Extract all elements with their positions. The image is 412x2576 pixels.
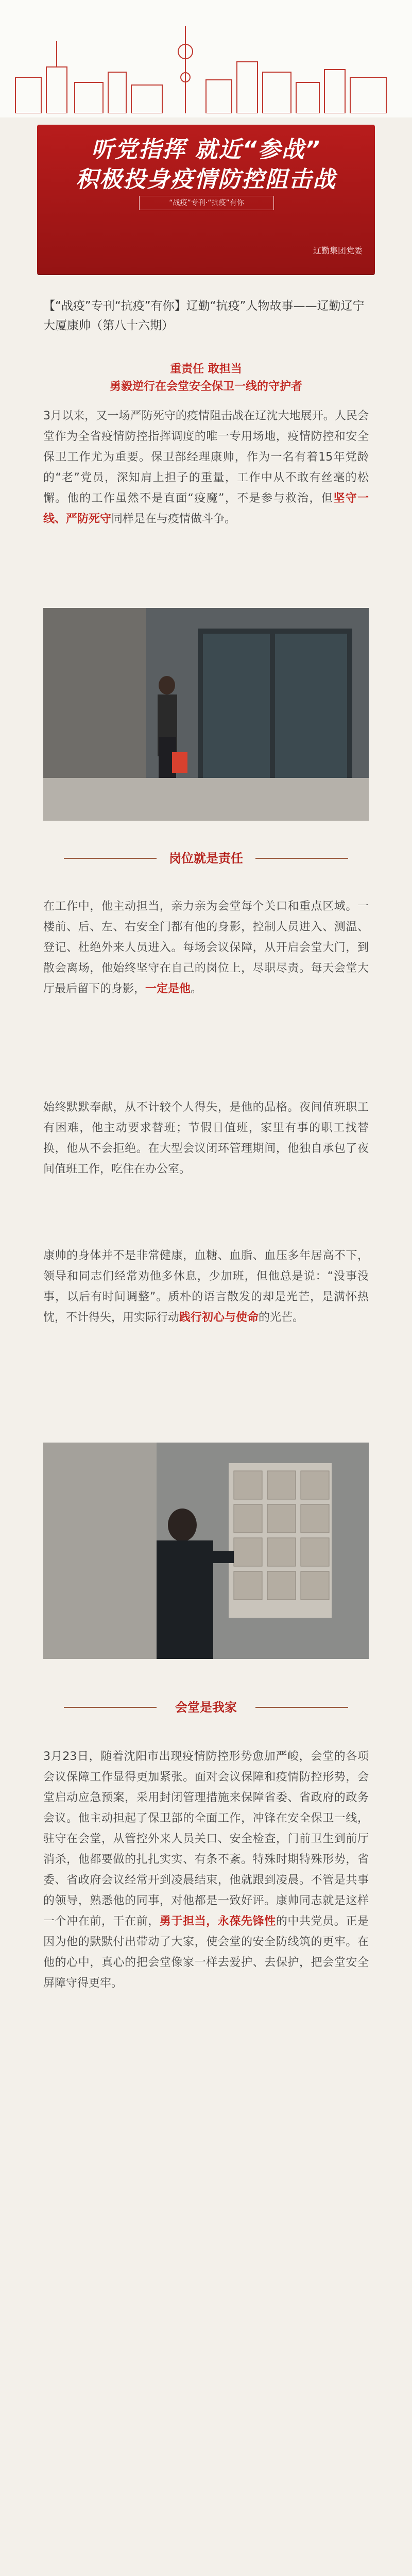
banner-title-line-1: 听党指挥 就近“参战” <box>91 137 321 163</box>
section-title-duty: 岗位就是责任 <box>169 851 243 866</box>
banner-tag: “战疫”专刊·“抗疫”有你 <box>139 196 274 210</box>
paragraph-4-text: 康帅的身体并不是非常健康，血糖、血脂、血压多年居高不下，领导和同志们经常劝他多休息，少加班，但他总是说：“没事没事，以后有时间调整”。质朴的语言散发的却是光芒，是满怀热忱，不计得失，用实际行动 <box>43 1249 369 1324</box>
paragraph-1-highlight: 坚守一线、严防死守 <box>43 492 369 526</box>
banner-org: 辽勤集团党委 <box>313 246 363 256</box>
photo-guard-at-lockers <box>43 1443 369 1659</box>
article-title: 【“战疫”专刊“抗疫”有你】辽勤“抗疫”人物故事——辽勤辽宁大厦康帅（第八十六期） <box>43 299 365 332</box>
paragraph-4-end: 的光芒。 <box>259 1311 304 1324</box>
section-header-home <box>43 1695 369 1720</box>
paragraph-5 <box>43 1747 369 1994</box>
section-header-duty <box>43 846 369 871</box>
header-banner <box>0 0 412 117</box>
paragraph-1-text: 3月以来，又一场严防死守的疫情阻击战在辽沈大地展开。人民会堂作为全省疫情防控指挥调度的唯一专用场地，疫情防控和安全保卫工作尤为重要。保卫部经理康帅，作为一名有着15年党龄的“老”党员，深知肩上担子的重量，工作中从不敢有丝毫的松懈。他的工作虽然不是直面“疫魔”，不是参与救治，但 <box>43 410 369 505</box>
paragraph-5-text: 3月23日，随着沈阳市出现疫情防控形势愈加严峻，会堂的各项会议保障工作显得更加紧张。面对会议保障和疫情防控形势，会堂启动应急预案，采用封闭管理措施来保障省委、省政府的政务会议。他主动担起了保卫部的全面工作，冲锋在安全保卫一线，驻守在会堂，从管控外来人员关口、安全检查，门前卫生到前厅消杀，他都要做的扎扎实实、有条不紊。特殊时期特殊形势，省委、省政府会议经常开到凌晨结束，他就跟到凌晨。不管是共事的领导，熟悉他的同事，对他都是一致好评。康帅同志就是这样一个冲在前，干在前， <box>43 1750 369 1928</box>
city-skyline-graphic <box>0 21 412 113</box>
paragraph-2 <box>43 896 369 999</box>
paragraph-2-highlight: 一定是他 <box>145 982 191 995</box>
paragraph-5-highlight: 勇于担当，永葆先锋性 <box>159 1915 276 1928</box>
paragraph-2-text: 在工作中，他主动担当，亲力亲为会堂每个关口和重点区域。一楼前、后、左、右安全门都有他的身影，控制人员进入、测温、登记、杜绝外来人员进入。每场会议保障，从开启会堂大门，到散会离场，他始终坚守在自己的岗位上，尽职尽责。每天会堂大厅最后留下的身影， <box>43 900 369 995</box>
photo-guard-at-door <box>43 608 369 821</box>
article-lead-heading <box>0 361 412 396</box>
paragraph-5-end: 的中共党员。正是因为他的默默付出带动了大家，使会堂的安全防线筑的更牢。在他的心中，真心的把会堂像家一样去爱护、去保护，把会堂安全屏障守得更牢。 <box>43 1915 369 1990</box>
paragraph-1-end: 同样是在与疫情做斗争。 <box>111 513 236 526</box>
paragraph-3: 始终默默奉献，从不计较个人得失，是他的品格。夜间值班职工有困难，他主动要求替班；节假日值班，家里有事的职工找替换，他从不会拒绝。在大型会议闭环管理期间，他独自承包了夜间值班工作，吃住在办公室。 <box>43 1101 369 1176</box>
paragraph-1 <box>43 406 369 530</box>
paragraph-4 <box>43 1246 369 1328</box>
section-title-home: 会堂是我家 <box>175 1700 237 1715</box>
lead-line-1: 重责任 敢担当 <box>170 363 242 376</box>
banner-title-line-2: 积极投身疫情防控阻击战 <box>76 166 336 193</box>
paragraph-4-highlight: 践行初心与使命 <box>179 1311 259 1324</box>
lead-line-2: 勇毅逆行在会堂安全保卫一线的守护者 <box>109 380 302 393</box>
banner-title <box>46 135 366 195</box>
paragraph-2-end: 。 <box>191 982 202 995</box>
